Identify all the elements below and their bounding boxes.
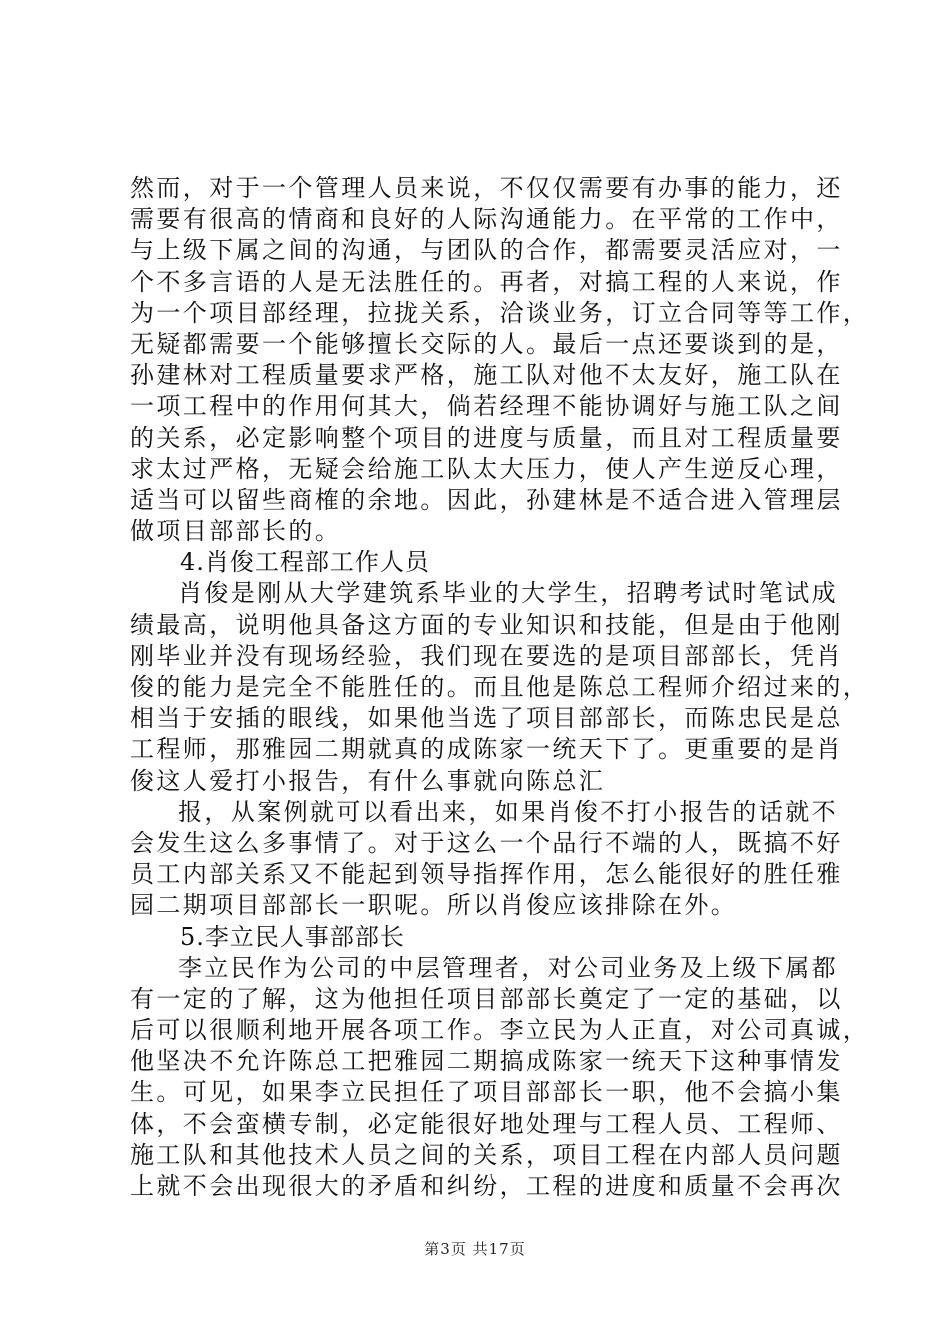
text-line: 与上级下属之间的沟通，与团队的合作，都需要灵活应对，一 [130, 236, 843, 265]
text-line: 生。可见，如果李立民担任了项目部部长一职，他不会搞小集 [130, 1078, 843, 1107]
text-line: 刚毕业并没有现场经验，我们现在要选的是项目部部长，凭肖 [130, 641, 843, 670]
text-line: 一项工程中的作用何其大，倘若经理不能协调好与施工队之间 [130, 392, 843, 421]
text-line: 然而，对于一个管理人员来说，不仅仅需要有办事的能力，还 [130, 174, 843, 202]
text-line: 上就不会出现很大的矛盾和纠纷，工程的进度和质量不会再次 [130, 1172, 843, 1200]
text-line: 绩最高，说明他具备这方面的专业知识和技能，但是由于他刚 [130, 610, 843, 639]
text-line: 做项目部部长的。 [130, 517, 342, 546]
text-line: 孙建林对工程质量要求严格，施工队对他不太友好，施工队在 [130, 361, 843, 390]
text-line: 工程师，那雅园二期就真的成陈家一统天下了。更重要的是肖 [130, 735, 843, 764]
text-line: 有一定的了解，这为他担任项目部部长奠定了一定的基础，以 [130, 984, 843, 1013]
text-line: 的关系，必定影响整个项目的进度与质量，而且对工程质量要 [130, 423, 843, 452]
text-line: 员工内部关系又不能起到领导指挥作用，怎么能很好的胜任雅 [130, 860, 843, 889]
text-line: 他坚决不允许陈总工把雅园二期搞成陈家一统天下这种事情发 [130, 1047, 843, 1076]
text-line: 报，从案例就可以看出来，如果肖俊不打小报告的话就不 [178, 797, 838, 826]
text-line: 施工队和其他技术人员之间的关系，项目工程在内部人员问题 [130, 1140, 843, 1169]
text-line: 需要有很高的情商和良好的人际沟通能力。在平常的工作中， [130, 205, 843, 234]
text-line: 会发生这么多事情了。对于这么一个品行不端的人，既搞不好 [130, 828, 843, 857]
page-footer: 第3页 共17页 [424, 1240, 526, 1258]
text-line: 俊这人爱打小报告，有什么事就向陈总汇 [130, 766, 606, 795]
text-line: 体，不会蛮横专制，必定能很好地处理与工程人员、工程师、 [130, 1109, 843, 1138]
text-line: 俊的能力是完全不能胜任的。而且他是陈总工程师介绍过来的， [130, 673, 870, 701]
text-line: 无疑都需要一个能够擅长交际的人。最后一点还要谈到的是， [130, 329, 843, 358]
section-heading: 4.肖俊工程部工作人员 [180, 548, 430, 577]
text-line: 园二期项目部部长一职呢。所以肖俊应该排除在外。 [130, 891, 738, 920]
text-line: 求太过严格，无疑会给施工队太大压力，使人产生逆反心理， [130, 454, 843, 483]
text-line: 为一个项目部经理，拉拢关系，洽谈业务，订立合同等等工作， [130, 298, 870, 327]
text-line: 肖俊是刚从大学建筑系毕业的大学生，招聘考试时笔试成 [178, 579, 838, 608]
section-heading: 5.李立民人事部部长 [180, 922, 405, 951]
body-text [130, 173, 870, 1202]
text-line: 后可以很顺利地开展各项工作。李立民为人正直，对公司真诚， [130, 1016, 870, 1045]
text-line: 适当可以留些商榷的余地。因此，孙建林是不适合进入管理层 [130, 485, 843, 514]
text-line: 李立民作为公司的中层管理者，对公司业务及上级下属都 [178, 953, 838, 982]
text-line: 相当于安插的眼线，如果他当选了项目部部长，而陈忠民是总 [130, 704, 843, 733]
text-line: 个不多言语的人是无法胜任的。再者，对搞工程的人来说，作 [130, 267, 843, 296]
